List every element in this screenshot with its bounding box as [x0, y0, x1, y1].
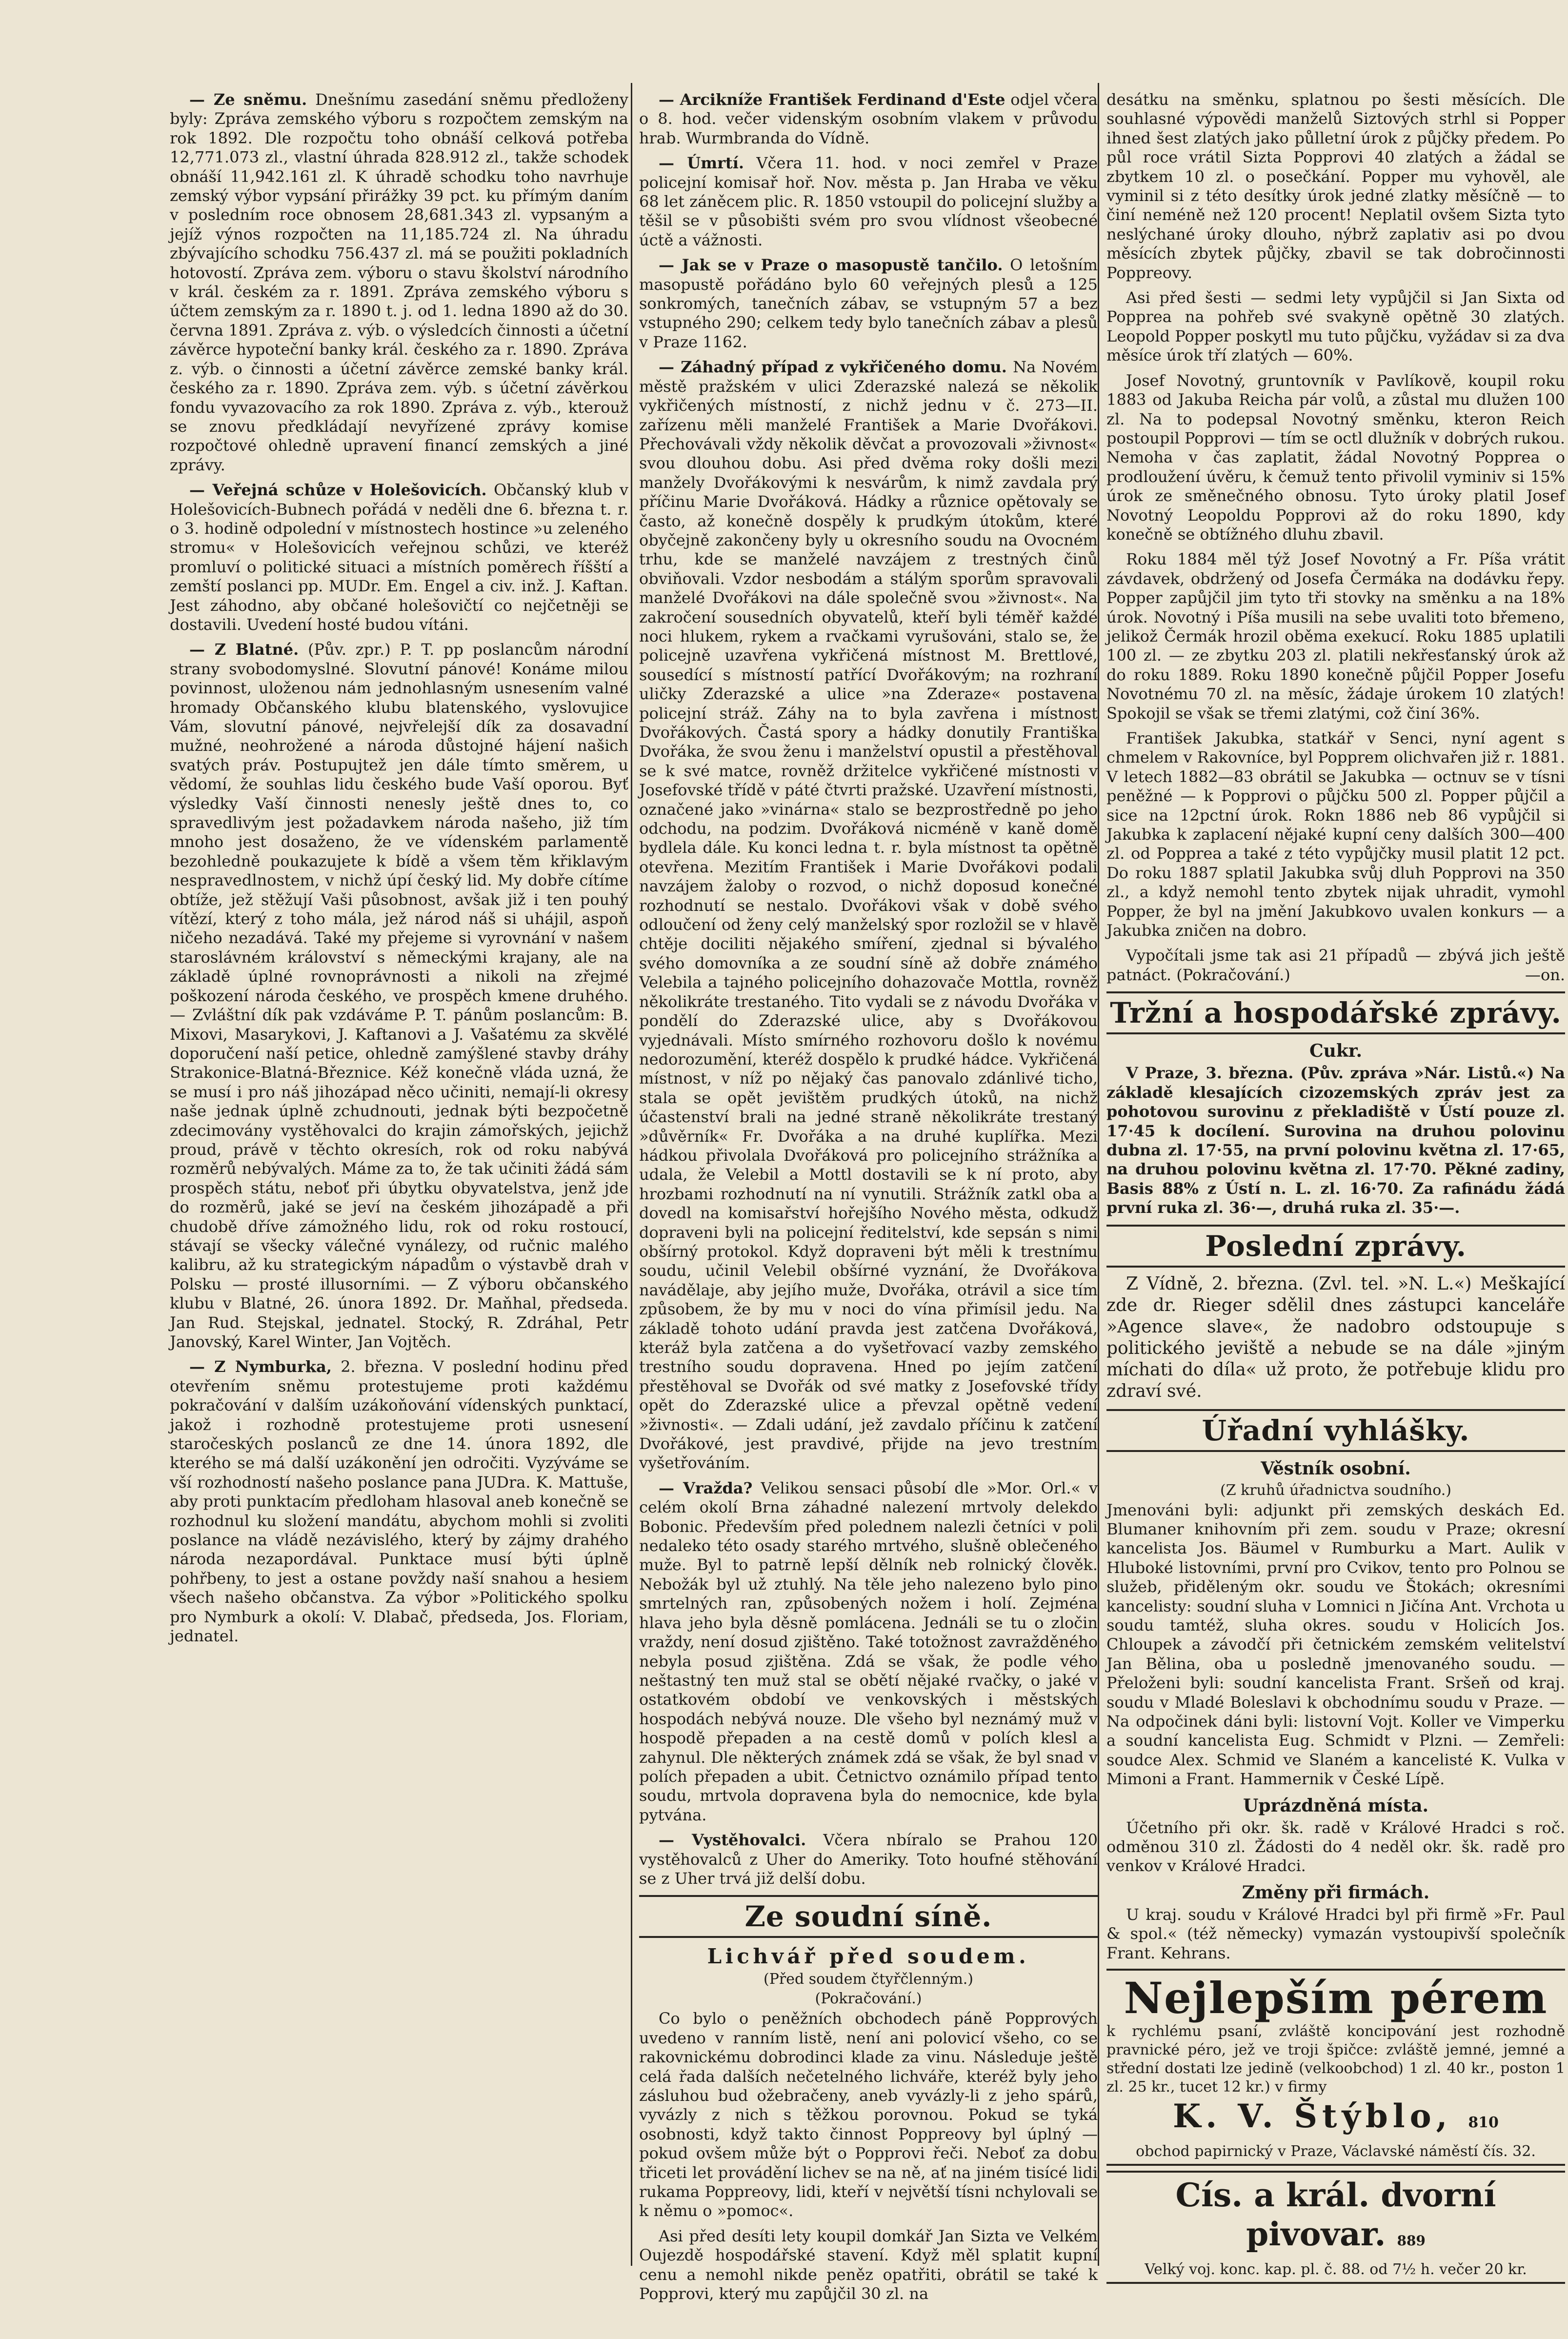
article-nymburk: — Z Nymburka, 2. března. V poslední hodinu před otevřením sněmu protestujeme proti každému pokračování v dalším uzákoňování vídenských punktací, jakož i rozhodně protestujeme proti usnesení staročeských poslanců ze dne 14. února 1892, dle kterého se má další uzákonění jen odročiti. Vyzýváme se vší rozhodností našeho poslance pana JUDra. K. Mattuše, aby proti punktacím předloham hlasoval aneb konečně se rozhodnul ku složení mandátu, abychom mohli si zvoliti poslance na vládě nezávislého, který by zájmy drahého národa nezapordával. Punktace musí býti úplně pohřbeny, to jest a ostane povždy naší snahou a hesiem všech našeho občanstva. Za výbor »Politického spolku pro Nymburk a okolí: V. Dlabač, předseda, Jos. Floriam, jednatel.: [170, 1357, 629, 1646]
article-lichvar-p1: Co bylo o peněžních obchodech páně Popprových uvedeno v ranním listě, není ani polovicí všeho, co se rakovnickému dobrodinci klade za vinu. Následuje ještě celá řada dalších nečetelného lichváře, kteréž byly jeho zásluhou bud ožebračeny, aneb vyvázly-li z jeho spárů, vyvázly z nich s těžkou porovnou. Pokud se tyká osobnosti, když takto činnost Poppreovy byl úplný — pokud ovšem může být o Popprovi řeči. Neboť za dobu třiceti let provádění lichev se na ně, ať na jiném tisícé lidi rukama Poppreovy, lidi, kteří v největší tísni nchylovali se k němu o »pomoc«.: [639, 2009, 1098, 2220]
article-title-lichvar: Lichvář před soudem.: [707, 1944, 1030, 1969]
column-left: [170, 90, 628, 2271]
article-umrti: — Úmrtí. Včera 11. hod. v noci zemřel v Praze policejní komisař hoř. Nov. města p. Jan Hraba ve věku 68 let záněcem plic. R. 1850 vstoupil do policejní služby a těšil se v působišti svém pro svou vlídnost všeobecné úctě a vážnosti.: [639, 154, 1098, 249]
ad-headline: Nejlepším pérem: [1124, 1973, 1548, 2024]
article-lichvar-end: Vypočítali jsme tak asi 21 případů — zbývá jich ještě patnáct. (Pokračování.) —on.: [1106, 946, 1565, 984]
article-vestnik: Jmenováni byli: adjunkt při zemských deskách Ed. Blumaner knihovním při zem. soudu v Praze; okresní kancelista Jos. Bäumel v Rumburku a Mart. Aulik v Hluboké listovními, první pro Cvikov, tento pro Polnou se služeb, přiděleným okr. soudu ve Štokách; okresními kancelisty: soudní sluha v Lomnici n Jičína Ant. Vrchota u soudu tamtéž, sluha okres. soudu v Holicích Jos. Chloupek a závodčí při četnickém zemském velitelství Jan Bělina, oba u posledně jmenovaného soudu. — Přeloženi byli: soudní kancelista Frant. Sršeň od kraj. soudu v Mladé Boleslavi k obchodnímu soudu v Praze. — Na odpočinek dáni byli: listovní Vojt. Koller ve Vimperku a soudní kancelista Eug. Schmidt v Plzni. — Zemřeli: soudce Alex. Schmid ve Slaném a kancelisté K. Vulka v Mimoni a Frant. Hammernik v České Lípě.: [1106, 1500, 1565, 1789]
subheading-vestnik: Věstník osobní.: [1261, 1458, 1411, 1479]
article-uprazdnena: Účetního při okr. šk. radě v Králové Hradci s roč. odměnou 310 zl. Žádosti do 4 neděl okr. šk. radě pro venkov v Králové Hradci.: [1106, 1818, 1565, 1875]
article-lichvar-p3: desátku na směnku, splatnou po šesti měsících. Dle souhlasné výpovědi manželů Siztových strhl si Popper ihned šest zlatých jako půlletní úrok z půjčky předem. Po půl roce vrátil Sizta Popprovi 40 zlatých a žádal se zbytkem 10 zl. o posečkání. Popper mu vyhověl, ale vyminil si z této desítky úrok jedné zlatky měsíčně — to činí neméně než 120 procent! Neplatil ovšem Sizta tyto neslýchané úroky dlouho, nýbrž zaplativ asi po dvou měsících zbytek půjčky, zbavil se tak dobročinnosti Poppreovy.: [1106, 90, 1565, 282]
article-lichvar-p6: Roku 1884 měl týž Josef Novotný a Fr. Píša vrátit závdavek, obdržený od Josefa Čermáka na dodávku řepy. Popper zapůjčil jim tyto tři stovky na směnku a na 18% úrok. Novotný i Píša musili na sebe uvaliti toto břemeno, jelikož Čermák hrozil oběma exekucí. Roku 1885 uplatili 100 zl. — ze zbytku 203 zl. platili nekřesťanský úrok až do roku 1889. Roku 1890 konečně půjčil Popper Josefu Novotnému 70 zl. na měsíc, žádaje úrokem 10 zlatých! Spokojil se však se třemi zlatými, což činí 36%.: [1106, 550, 1565, 723]
section-heading-posledni: Poslední zprávy.: [1106, 1225, 1565, 1268]
ad-firm-name: K. V. Štýblo, 810: [1173, 2097, 1499, 2136]
article-vrazda: — Vražda? Velikou sensaci působí dle »Mor. Orl.« v celém okolí Brna záhadné nalezení mrtvoly delekdo Bobonic. Především před polednem nalezli četníci v poli nedaleko této osady starého mrtvého, slušně oblečeného muže. Byl to patrně lepší dělník neb rolnický člověk. Nebožák byl už ztuhlý. Na těle jeho nalezeno bylo pino smrtelných ran, způsobených nožem i holí. Zejména hlava jeho byla děsně pomlácena. Jednáli se tu o zločin vraždy, není dosud zjištěno. Také totožnost zavražděného nebyla posud zjištěna. Zdá se však, že podle vého neštastný ten muž stal se obětí nějaké rvačky, o jaké v ostatkovém období ve venkovských i městských hospodách nebývá nouze. Dle všeho byl neznámý muž v hospodě přepaden a na cestě domů v polích klesl a zahynul. Dle některých známek zdá se však, že byl snad v polích přepaden a ubit. Četnictvo oznámilo případ tento soudu, mrtvola dopravena byla do nemocnice, kde byla pytvána.: [639, 1478, 1098, 1824]
column-right: [1106, 90, 1565, 2279]
article-subtitle: (Před soudem čtyřčlenným.): [763, 1971, 974, 1988]
article-masopust: — Jak se v Praze o masopustě tančilo. O letošním masopustě pořádáno bylo 60 veřejných plesů a 125 sonkromých, tanečních zábav, se vstupným 57 a bez vstupného 290; celkem tedy bylo tanečních zábav a plesů v Praze 1162.: [639, 256, 1098, 351]
article-snem: — Ze sněmu. Dnešnímu zasedání sněmu předloženy byly: Zpráva zemského výboru s rozpočtem zemským na rok 1892. Dle rozpočtu toho obnáší celková potřeba 12,771.073 zl., vlastní úhrada 828.912 zl., takže schodek obnáší 11,942.161 zl. K úhradě schodku toho navrhuje zemský výbor vypsání přirážky 39 pct. ku přímým daním v posledním roce obnosem 28,681.343 zl. vypsaným a jejíž výnos rozpočten na 11,185.724 zl. Na úhradu zbývajícího schodku 756.437 zl. má se použiti pokladních hotovostí. Zpráva zem. výboru o stavu školství národního v král. českém za r. 1891. Zpráva zemského výboru s účtem zemským za r. 1890 t. j. od 1. ledna 1890 až do 30. června 1891. Zpráva z. výb. o výsledcích činnosti a účetní závěrce hypoteční banky král. českého za r. 1890. Zpráva z. výb. o činnosti a účetní závěrce zemské banky král. českého za r. 1890. Zpráva zem. výb. s účetní závěrkou fondu vyvazovacího za rok 1890. Zpráva z. výb., kterouž se znovu předkládají nevyřízené zprávy komise rozpočtové ohledně upravení financí zemských a jiné zprávy.: [170, 90, 629, 474]
ad-address: obchod papirnický v Praze, Václavské náměstí čís. 32.: [1136, 2143, 1536, 2160]
column-middle: [639, 90, 1098, 2303]
article-blatna: — Z Blatné. (Pův. zpr.) P. T. pp poslancům národní strany svobodomyslné. Slovutní pánové! Konáme milou povinnost, uloženou nám jednohlasným usnesením valné hromady Občanského klubu blatenského, vyslovujice Vám, slovutní pánové, nejvřelejší dík za dosavadní mužné, neohrožené a národa důstojné hájení našich svatých práv. Postupujtež jen dále tímto směrem, u vědomí, že souhlas lidu českého bude Vaší oporou. Byť výsledky Vaší činnosti nenesly ještě dnes to, co spravedlivým jest požadavkem národa našeho, již tím mnoho jest dosaženo, že ve vídenském parlamentě bezohledně poukazujete k bídě a všem těm křiklavým nespravedlnostem, v nichž úpí český lid. My dobře cítíme obtíže, jež stěžují Vaši působnost, avšak již i ten pouhý vítězí, který z toho mála, jež národ náš si uhájil, aspoň ničeho nezadává. Také my přejeme si vyrovnání v našem staroslávném království s německými krajany, ale na základě úplné rovnoprávnosti a nikoli na zřejmé poškození národa českého, ve prospěch kmene druhého. — Zvláštní dík pak vzdáváme P. T. pánům poslancům: B. Mixovi, Masarykovi, J. Kaftanovi a J. Vašatému za skvělé doporučení naší petice, ohledně zamýšlené stavby dráhy Strakonice-Blatná-Březnice. Kéž konečně vláda uzná, že se musí i pro náš jihozápad něco učiniti, nemají-li okresy naše jednak úplně zchudnouti, jednak býti bezpočetně zdecimovány vystěhovalci do krajin zámořských, jejichž proud, právě v těchto okresích, rok od roku nabývá rozměrů nebývalých. Máme za to, že tak učiniti žádá sám prospěch státu, neboť při úbytku obyvatelstva, jenž jde do rozměrů, jaké se jeví na českém jihozápadě a při chudobě dříve zámožného lidu, rok od roku rostoucí, stávají se všecky válečné vynálezy, od ručnic malého kalibru, až ku strategickým nápadům o výstavbě drah v Polsku — prosté illusorními. — Z výboru občanského klubu v Blatné, 26. února 1892. Dr. Maňhal, předseda. Jan Rud. Stejskal, jednatel. Stocký, R. Zdráhal, Petr Janovský, Karel Winter, Jan Vojtěch.: [170, 640, 629, 1351]
article-posledni: Z Vídně, 2. března. (Zvl. tel. »N. L.«) Meškající zde dr. Rieger sdělil dnes zástupci kanceláře »Agence slave«, že nadobro odstoupuje s politického jeviště a nebude se na dále »jiným míchati do díla« už proto, že potřebuje klidu pro zdraví své.: [1106, 1273, 1565, 1401]
section-heading-trzni: Tržní a hospodářské zprávy.: [1106, 991, 1565, 1034]
column-rule: [1098, 83, 1099, 2266]
ad-text: k rychlému psaní, zvláště koncipování jest rozhodně pravnické péro, jež ve troji špičce: zvláště jemné, jemné a střední dostati lze jedině (velkoobchod) 1 zl. 40 kr., poston 1 zl. 25 kr., tucet 12 kr.) v firmy: [1106, 2023, 1565, 2096]
vestnik-intro: (Z kruhů úřadnictva soudního.): [1220, 1481, 1451, 1499]
article-lichvar-p5: Josef Novotný, gruntovník v Pavlíkově, koupil roku 1883 od Jakuba Reicha pár volů, a zůstal mu dlužen 100 zl. Na to podepsal Novotný směnku, kteron Reich postoupil Popprovi — tím se octl dlužník v dobrých rukou. Nemoha v čas zaplatit, žádal Novotný Popprea o prodloužení úvěru, k čemuž tento přivolil vyminiv si 15% úrok ze směnečného obnosu. Tyto úroky platil Josef Novotný Leopoldu Popprovi až do roku 1890, kdy konečně se obtížného dluhu zbavil.: [1106, 371, 1565, 544]
article-cukr: V Praze, 3. března. (Pův. zpráva »Nár. Listů.«) Na základě klesajících cizozemských zpráv jest za pohotovou surovinu z překladiště v Ústí pouze zl. 17·45 k docílení. Surovina na druhou polovinu dubna zl. 17·55, na první polovinu května zl. 17·65, na druhou polovinu května zl. 17·70. Pěkné zadiny, Basis 88% z Ústí n. L. zl. 16·70. Za rafinádu žádá první ruka zl. 36·—, druhá ruka zl. 35·—.: [1106, 1064, 1565, 1217]
article-arcikniže: — Arcikníže František Ferdinand d'Este odjel včera o 8. hod. večer videnským osobním vlakem v průvodu hrab. Wurmbranda do Vídně.: [639, 90, 1098, 147]
advertisement-pivovar: [1106, 2171, 1565, 2284]
section-heading-soud: Ze soudní síně.: [639, 1895, 1098, 1938]
advertisement-styblo: [1106, 1969, 1565, 2166]
article-continuation: (Pokračování.): [815, 1990, 922, 2008]
article-lichvar-p2: Asi před desíti lety koupil domkář Jan Sizta ve Velkém Oujezdě hospodářské stavení. Když měl splatit kupní cenu a nemohl nikde peněz opatřiti, obrátil se také k Popprovi, který mu zapůjčil 30 zl. na: [639, 2226, 1098, 2303]
subheading-cukr: Cukr.: [1309, 1041, 1362, 1062]
ad-pivovar-text: Velký voj. konc. kap. pl. č. 88. od 7½ h. večer 20 kr.: [1145, 2261, 1527, 2279]
subheading-zmeny: Změny při firmách.: [1242, 1882, 1430, 1903]
subheading-uprazdnena: Uprázdněná místa.: [1243, 1795, 1429, 1816]
section-heading-urad: Úřadní vyhlášky.: [1106, 1409, 1565, 1452]
article-schuze: — Veřejná schůze v Holešovicích. Občanský klub v Holešovicích-Bubnech pořádá v neděli dne 6. března t. r. o 3. hodině odpolední v místnostech hostince »u zeleného stromu« v Holešovicích veřejnou schůzi, ve kteréž promluví o politické situaci a místních poměrech říšští a zemští poslanci pp. MUDr. Em. Engel a civ. inž. J. Kaftan. Jest záhodno, aby občané holešovičtí co nejčetněji se dostavili. Uvedení hosté budou vítáni.: [170, 481, 628, 634]
ad-pivovar-headline: Cís. a král. dvorní pivovar. 889: [1175, 2176, 1496, 2254]
article-lichvar-p4: Asi před šesti — sedmi lety vypůjčil si Jan Sixta od Popprea na pohřeb své svakyně opětně 30 zlatých. Leopold Popper poskytl mu tuto půjčku, vyžádav si za dva měsíce úrok tří zlatých — 60%.: [1106, 288, 1565, 365]
article-zmeny: U kraj. soudu v Králové Hradci byl při firmě »Fr. Paul & spol.« (též německy) vymazán vystoupivší společník Frant. Kehrans.: [1106, 1905, 1565, 1962]
article-vystehovalci: — Vystěhovalci. Včera nbíralo se Prahou 120 vystěhovalců z Uher do Ameriky. Toto houfné stěhování se z Uher trvá již delší dobu.: [639, 1831, 1098, 1888]
article-lichvar-p7: František Jakubka, statkář v Senci, nyní agent s chmelem v Rakovníce, byl Popprem olichvařen již r. 1881. V letech 1882—83 obrátil se Jakubka — octnuv se v tísni peněžné — k Popprovi o půjčku 500 zl. Popper půjčil a sice na 12pctní úrok. Rokn 1886 neb 86 vypůjčil si Jakubka k zaplacení nějaké kupní ceny dalších 300—400 zl. od Popprea a také z této vypůjčky musil platit 12 pct. Do roku 1887 splatil Jakubka svůj dluh Popprovi na 350 zl., a když nemohl tento zbytek nijak uhradit, vymohl Popper, že byl na jmění Jakubkovo uvalen konkurs — a Jakubka zničen na dobro.: [1106, 729, 1565, 940]
column-rule: [631, 83, 632, 2266]
article-zahadny-pripad: — Záhadný případ z vykřičeného domu. Na Novém městě pražském v ulici Zderazské nalezá se několik vykřičených místností, z nichž jednu v č. 273—II. zařízenu měli manželé František a Marie Dvořákovi. Přechovávali vždy několik děvčat a provozovali »živnost« svou dlouhou dobu. Asi před dvěma roky došli mezi manžely Dvořákovými k nesvárům, k nimž zavdala prý příčinu Marie Dvořáková. Hádky a různice opětovaly se často, až konečně dospěly k prudkým útokům, které obyčejně zakončeny byly u okresního soudu na Ovocném trhu, kde se manželé navzájem z trestných činů obviňovali. Vzdor nesbodám a stálým sporům spravovali manželé Dvořákovi na dále společně svou »živnost«. Na zakročení sousedních obyvatelů, kteří byli téměř každé noci hlukem, rykem a rvačkami vyrušováni, stalo se, že policejně uzavřena vykřičená místnost M. Brettlové, sousedící s místností patřící Dvořákovým; na rozhraní uličky Zderazské a ulice »na Zderaze« postavena policejní stráž. Záhy na to byla zavřena i místnost Dvořákových. Častá spory a hádky donutily Františka Dvořáka, že svou ženu i manželství opustil a přestěhoval se k své matce, rovněž držitelce vykřičené místnosti v Josefovské třídě v páté čtvrti pražské. Uzavření místnosti, označené jako »vinárna« stalo se bezprostředně po jeho odchodu, na podzim. Dvořáková nicméně v kaně domě bydlela dále. Ku konci ledna t. r. byla místnost ta opětně otevřena. Mezitím František i Marie Dvořákovi podali navzájem žaloby o rozvod, o nichž doposud konečné rozhodnutí se nestalo. Dvořákovi však v době svého odloučení od ženy celý manželský spor rozložil se v hlavě chtěje dociliti nějakého smíření, zjednal si bývalého svého domovníka a ze soudní síně až dobře známého Velebila a tajného policejního dohazovače Mottla, rovněž několikráte trestaného. Tito vydali se z návodu Dvořáka v pondělí do Zderazské ulice, aby s Dvořákovou vyjednávali. Místo smírného rozhovoru došlo k novému nedorozumění, kteréž dospělo k prudké hádce. Vykřičená místnost, v níž po nějaký čas panovalo zdánlivé ticho, stala se opět jevištěm prudkých útoků, na nichž účastenství brali na jedné straně několikráte trestaný »důvěrník« Fr. Dvořáka a na druhé kuplířka. Mezi hádkou přivolala Dvořáková pro policejního strážníka a udala, že Velebil a Mottl dostavili se k ní proto, aby hrozbami rozhodnutí na ní vynutili. Strážník zatkl oba a dovedl na komisařství hořejšího Nového města, odkudž dopraveni byli na policejní ředitelství, kde sepsán s nimi obšírný protokol. Když dopraveni být měli k trestnímu soudu, učinil Velebil obšírné vyznání, že Dvořákova navádělaje, aby jejího muže, Dvořáka, otrávil a sice tím způsobem, že by mu v noci do vína přimísil jedu. Na základě tohoto udání pravda jest zatčena Dvořáková, kteráž byla zatčena a do vyšetřovací vazby zemského trestního soudu dopravena. Hned po jejím zatčení přestěhoval se Dvořák od své matky z Josefovské třídy opět do Zderazské ulice a převzal opětně vedení »živnosti«. — Zdali udání, jež zavdalo příčinu k zatčení Dvořákové, jest pravdivé, přijde na jevo trestním vyšetřováním.: [639, 358, 1098, 1472]
